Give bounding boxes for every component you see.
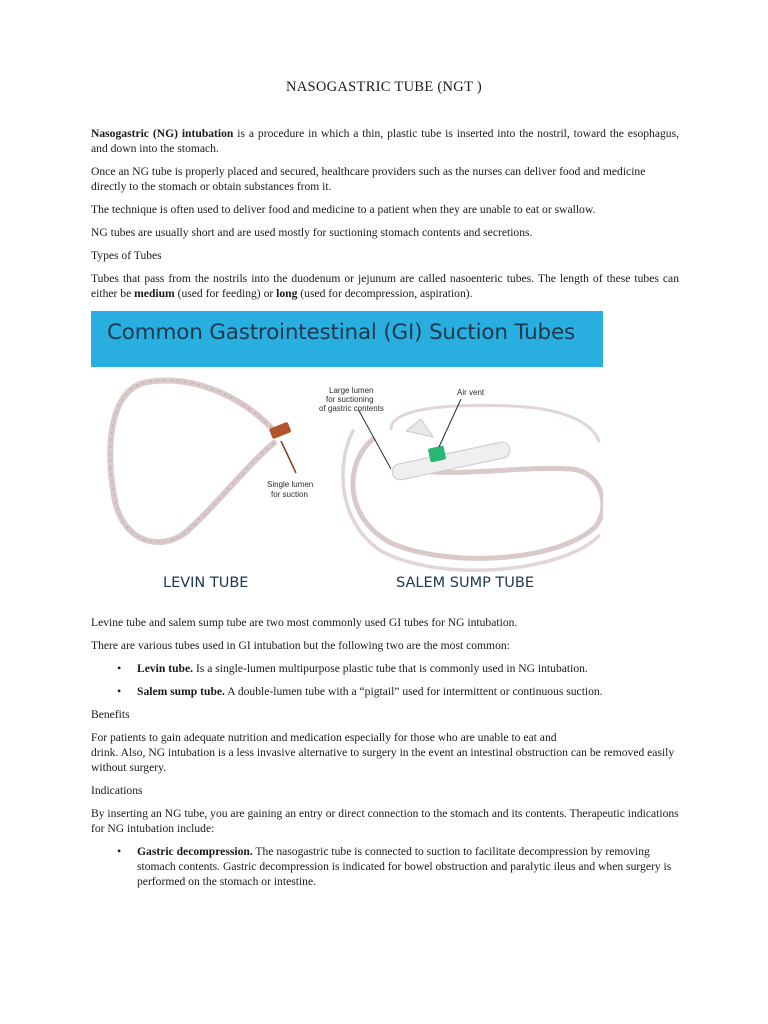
common-tubes-paragraph: Levine tube and salem sump tube are two most commonly used GI tubes for NG intubation. <box>91 616 518 629</box>
page-title: NASOGASTRIC TUBE (NGT ) <box>285 79 483 95</box>
list-item-text: A double-lumen tube with a “pigtail” used for intermittent or continuous suction. <box>224 685 603 698</box>
short-tubes-paragraph: NG tubes are usually short and are used mostly for suctioning stomach contents and secretions. <box>91 226 533 239</box>
placement-paragraph: Once an NG tube is properly placed and secured, healthcare providers such as the nurses can deliver food and medicine directly to the stomach or obtain substances from it. <box>91 165 646 193</box>
tube-length-text-1: Tubes that pass from the nostrils into the duodenum or jejunum are called nasoenteric tubes. The length of these tubes can either be <box>91 272 679 300</box>
large-lumen-label-2: for suctioning <box>326 395 374 404</box>
list-item-text: Is a single-lumen multipurpose plastic tube that is commonly used in NG intubation. <box>193 662 588 675</box>
benefits-line-2: drink. Also, NG intubation is a less invasive alternative to surgery in the event an intestinal obstruction can be removed easily without surgery. <box>91 746 675 774</box>
bullet-icon: • <box>117 661 122 675</box>
salem-tube-label: SALEM SUMP TUBE <box>396 575 535 591</box>
benefits-heading: Benefits <box>91 708 130 721</box>
benefits-line-1: For patients to gain adequate nutrition and medication especially for those who are unable to eat and <box>91 731 557 744</box>
indications-paragraph: By inserting an NG tube, you are gaining an entry or direct connection to the stomach and its contents. Therapeutic indications for NG intubation include: <box>91 807 679 835</box>
benefits-paragraph <box>91 730 679 775</box>
list-item-text: The nasogastric tube is connected to suction to facilitate decompression by removing stomach contents. Gastric decompression is indicated for bowel obstruction and paralytic ileus and when surgery is performed on the stomach or intestine. <box>137 845 672 888</box>
tubes-illustration <box>91 311 603 607</box>
list-item-term: Salem sump tube. <box>137 685 225 698</box>
air-vent-label: Air vent <box>457 388 485 397</box>
bullet-icon: • <box>117 684 122 698</box>
technique-paragraph: The technique is often used to deliver food and medicine to a patient when they are unable to eat or swallow. <box>91 203 596 216</box>
levin-tube-label: LEVIN TUBE <box>163 575 249 591</box>
list-item <box>91 661 679 676</box>
figure-banner-title: Common Gastrointestinal (GI) Suction Tubes <box>107 320 576 345</box>
gi-suction-tubes-figure <box>91 311 603 607</box>
single-lumen-label-2: for suction <box>271 490 308 499</box>
list-item-term: Gastric decompression. <box>137 845 253 858</box>
large-lumen-label-3: of gastric contents <box>319 404 384 413</box>
tube-length-text-2: (used for feeding) or <box>174 287 277 300</box>
intro-bold-term: Nasogastric (NG) intubation <box>91 127 234 140</box>
tube-length-paragraph <box>91 271 679 301</box>
long-term: long <box>276 287 298 300</box>
list-item-term: Levin tube. <box>137 662 194 675</box>
levin-tube-icon <box>110 380 276 542</box>
various-tubes-paragraph: There are various tubes used in GI intubation but the following two are the most common: <box>91 639 510 652</box>
indication-list <box>91 844 679 889</box>
large-lumen-label-1: Large lumen <box>329 386 374 395</box>
indications-heading: Indications <box>91 784 143 797</box>
intro-paragraph <box>91 126 679 156</box>
single-lumen-label-1: Single lumen <box>267 480 314 489</box>
intro-text: is a procedure in which a thin, plastic tube is inserted into the nostril, toward the esophagus, and down into the stomach. <box>91 127 679 155</box>
list-item <box>91 844 679 889</box>
list-item <box>91 684 679 699</box>
types-heading: Types of Tubes <box>91 249 162 262</box>
salem-connector-icon <box>391 441 512 482</box>
bullet-icon: • <box>117 844 122 858</box>
document-body <box>91 126 679 897</box>
medium-term: medium <box>134 287 175 300</box>
tube-length-text-3: (used for decompression, aspiration). <box>297 287 473 300</box>
levin-tip-icon <box>269 422 292 440</box>
tube-list <box>91 661 679 699</box>
